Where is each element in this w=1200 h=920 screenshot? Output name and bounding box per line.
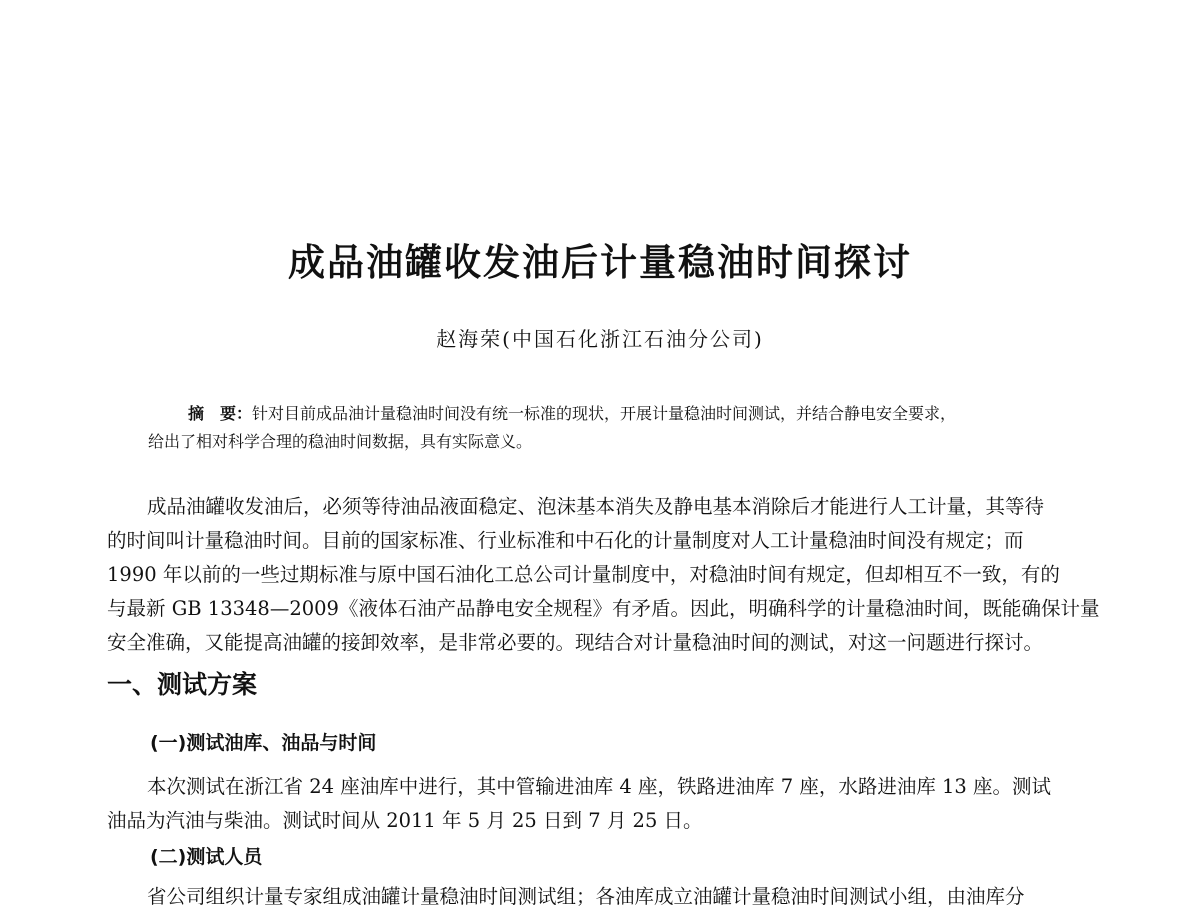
intro-paragraph: [107, 490, 1102, 660]
abstract-line-2: 给出了相对科学合理的稳油时间数据，具有实际意义。: [148, 432, 533, 451]
subsection-heading-personnel: (二)测试人员: [150, 846, 263, 868]
intro-line: 1990 年以前的一些过期标准与原中国石油化工总公司计量制度中，对稳油时间有规定，但却相互不一致，有的: [107, 563, 1060, 586]
depots-paragraph: [107, 770, 1102, 838]
abstract: [148, 400, 1068, 456]
section-heading-test-plan: 一、测试方案: [107, 670, 258, 699]
depots-line: 油品为汽油与柴油。测试时间从 2011 年 5 月 25 日到 7 月 25 日。: [107, 809, 703, 832]
abstract-label: 摘 要：: [188, 404, 253, 423]
personnel-paragraph: [107, 880, 1102, 914]
subsection-heading-depots: (一)测试油库、油品与时间: [150, 732, 377, 754]
paper-title: 成品油罐收发油后计量稳油时间探讨: [288, 241, 912, 284]
depots-line: 本次测试在浙江省 24 座油库中进行，其中管输进油库 4 座，铁路进油库 7 座，水路进油库 13 座。测试: [147, 775, 1052, 798]
personnel-line: 省公司组织计量专家组成油罐计量稳油时间测试组；各油库成立油罐计量稳油时间测试小组，由油库分: [147, 885, 1025, 908]
intro-line: 安全准确，又能提高油罐的接卸效率，是非常必要的。现结合对计量稳油时间的测试，对这一问题进行探讨。: [107, 631, 1044, 654]
abstract-line-1: [148, 400, 1068, 428]
intro-line: 与最新 GB 13348—2009《液体石油产品静电安全规程》有矛盾。因此，明确科学的计量稳油时间，既能确保计量: [107, 597, 1100, 620]
author-affiliation: 赵海荣(中国石化浙江石油分公司): [436, 327, 764, 351]
abstract-text-1: 针对目前成品油计量稳油时间没有统一标准的现状，开展计量稳油时间测试，并结合静电安全要求，: [252, 404, 957, 423]
intro-line: 成品油罐收发油后，必须等待油品液面稳定、泡沫基本消失及静电基本消除后才能进行人工计量，其等待: [147, 495, 1045, 518]
intro-line: 的时间叫计量稳油时间。目前的国家标准、行业标准和中石化的计量制度对人工计量稳油时间没有规定；而: [107, 529, 1024, 552]
